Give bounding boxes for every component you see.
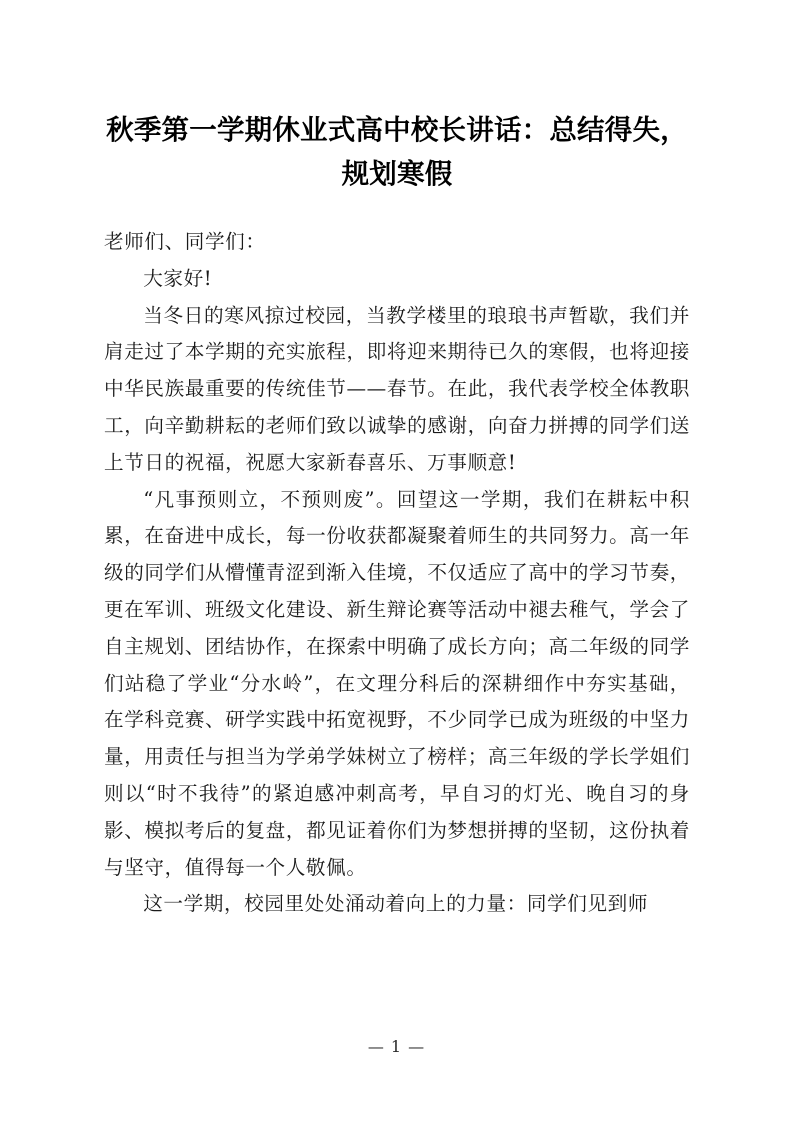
- paragraph-review: “凡事预则立，不预则废”。回望这一学期，我们在耕耘中积累，在奋进中成长，每一份收获都凝聚着师生的共同努力。高一年级的同学们从懵懂青涩到渐入佳境，不仅适应了高中的学习节奏，更在军训、班级文化建设、新生辩论赛等活动中褪去稚气，学会了自主规划、团结协作，在探索中明确了成长方向；高二年级的同学们站稳了学业“分水岭”，在文理分科后的深耕细作中夯实基础，在学科竞赛、研学实践中拓宽视野，不少同学已成为班级的中坚力量，用责任与担当为学弟学妹树立了榜样；高三年级的学长学姐们则以“时不我待”的紧迫感冲刺高考，早自习的灯光、晚自习的身影、模拟考后的复盘，都见证着你们为梦想拼搏的坚韧，这份执着与坚守，值得每一个人敬佩。: [104, 487, 690, 879]
- paragraph-salutation: 老师们、同学们：: [104, 230, 266, 253]
- paragraph-greeting: 大家好!: [143, 266, 213, 290]
- page-number-footer: — 1 —: [367, 1037, 426, 1056]
- document-body: [104, 224, 690, 923]
- paragraph-semester-spirit: 这一学期，校园里处处涌动着向上的力量：同学们见到师: [143, 892, 649, 916]
- paragraph-opening: 当冬日的寒风掠过校园，当教学楼里的琅琅书声暂歇，我们并肩走过了本学期的充实旅程，即将迎来期待已久的寒假，也将迎接中华民族最重要的传统佳节——春节。在此，我代表学校全体教职工，向辛勤耕耘的老师们致以诚挚的感谢，向奋力拼搏的同学们送上节日的祝福，祝愿大家新春喜乐、万事顺意!: [104, 303, 690, 474]
- page-title: 秋季第一学期休业式高中校长讲话：总结得失，规划寒假: [106, 114, 688, 190]
- page-content-area: [104, 0, 690, 923]
